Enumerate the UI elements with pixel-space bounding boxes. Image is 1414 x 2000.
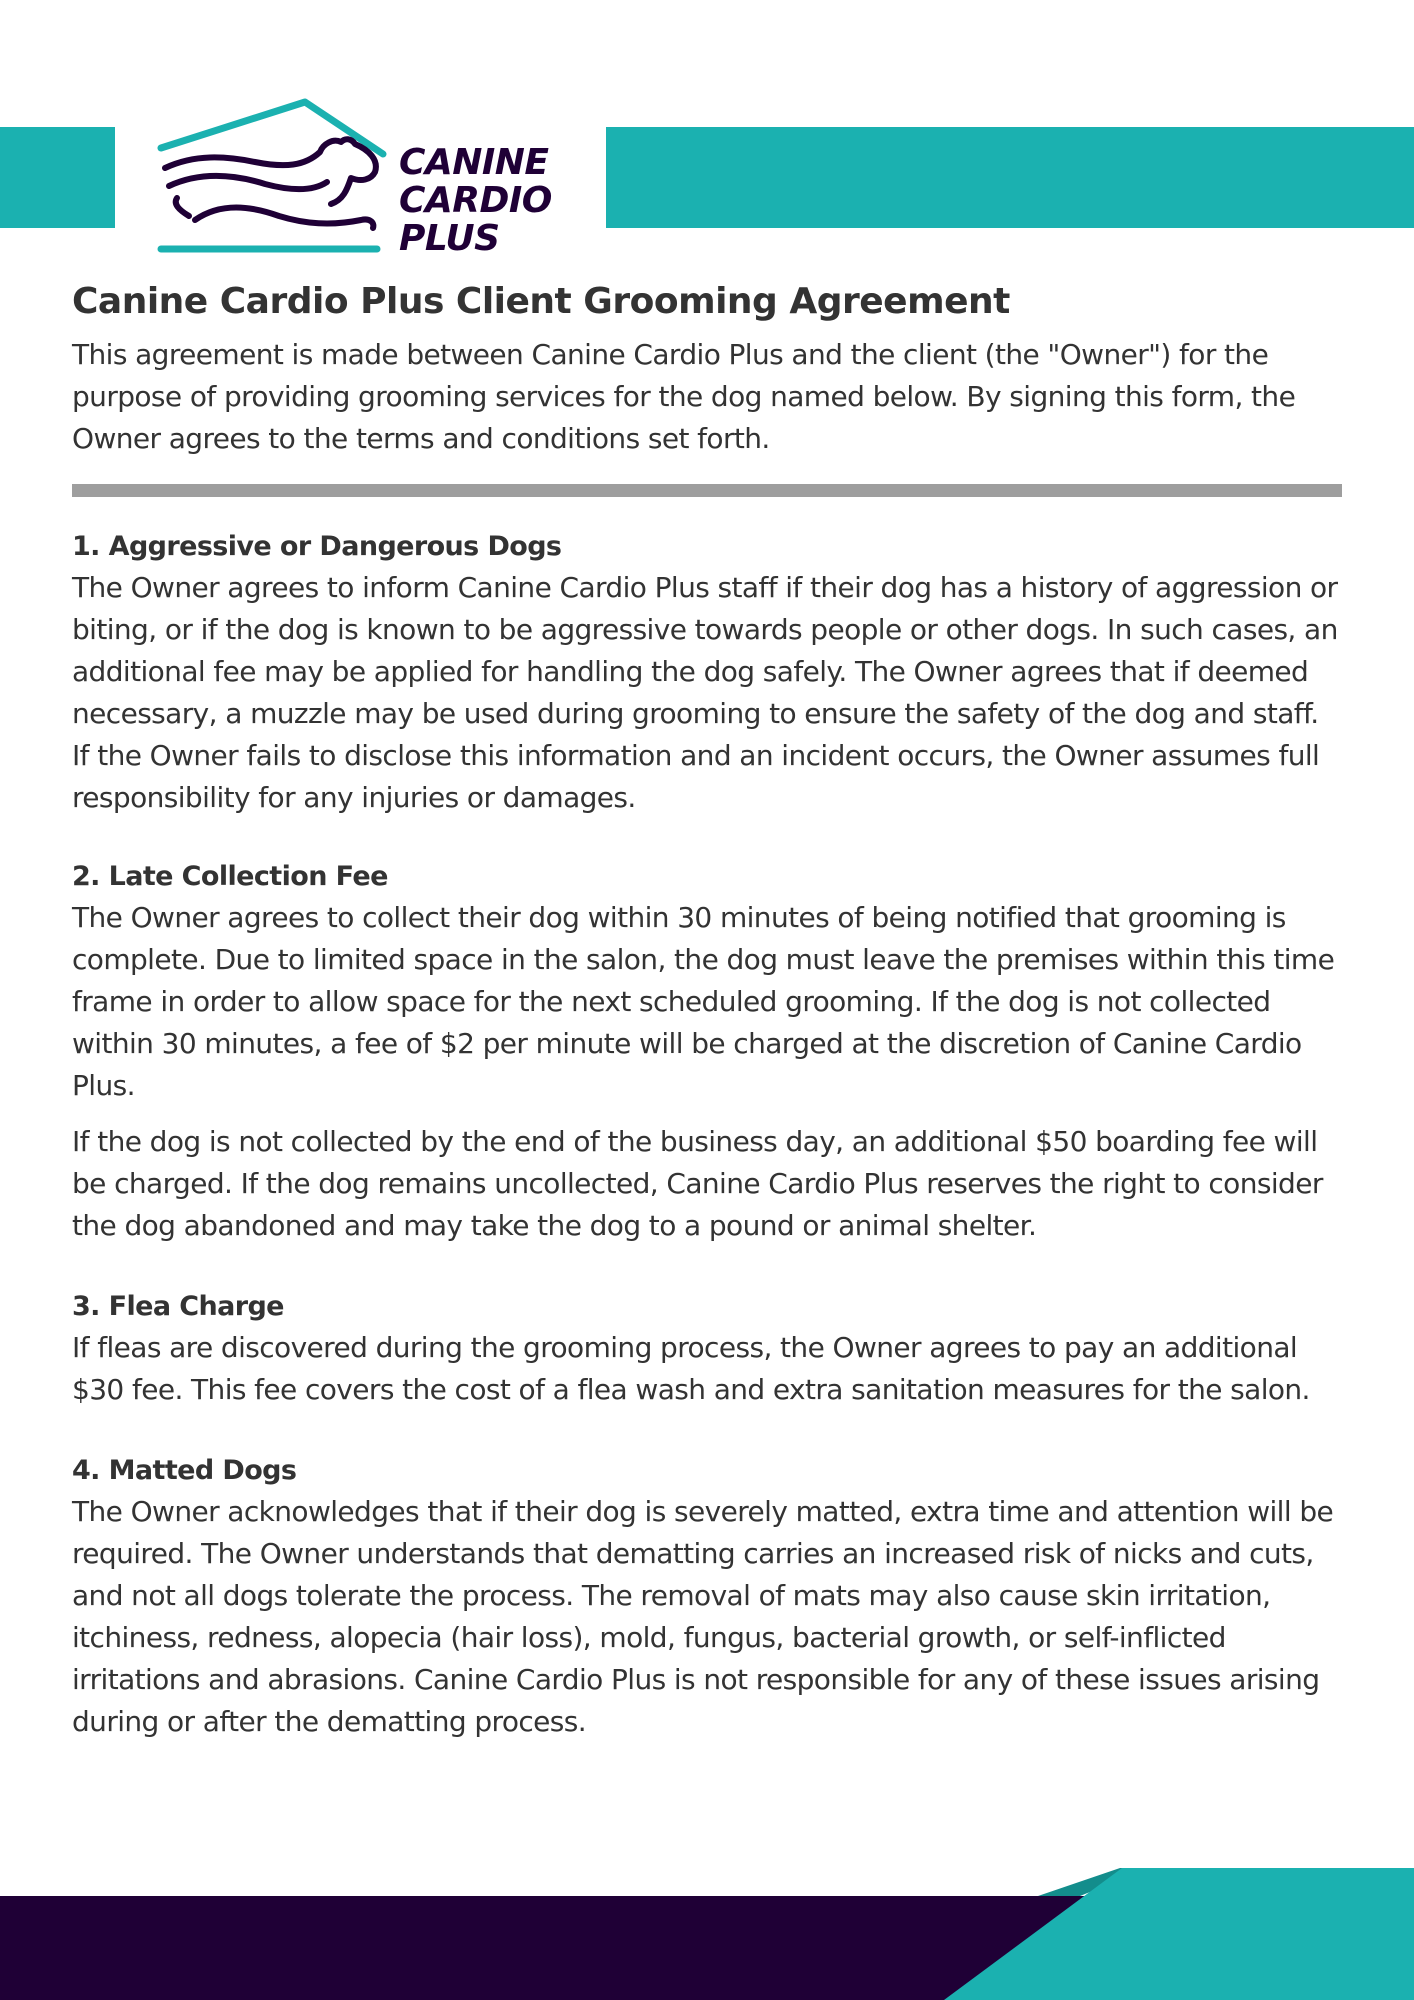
section-heading: 4. Matted Dogs <box>72 1455 297 1486</box>
footer-decoration <box>0 1868 1414 2000</box>
section-paragraph: The Owner agrees to inform Canine Cardio Plus staff if their dog has a history of aggression or biting, or if the dog is known to be aggressive towards people or other dogs. In such cases, an additional fee may be applied for handling the dog safely. The Owner agrees that if deemed necessary, a muzzle may be used during grooming to ensure the safety of the dog and staff. If the Owner fails to disclose this information and an incident occurs, the Owner assumes full responsibility for any injuries or damages. <box>72 571 1338 814</box>
section-divider <box>72 484 1342 497</box>
logo-word-1: CANINE <box>399 142 549 183</box>
header-band-left <box>0 127 115 228</box>
logo-wordmark <box>399 144 552 258</box>
document-title: Canine Cardio Plus Client Grooming Agreement <box>72 281 1010 322</box>
section-paragraph: The Owner agrees to collect their dog within 30 minutes of being notified that grooming is complete. Due to limited space in the salon, the dog must leave the premises within this time frame in order to allow space for the next scheduled grooming. If the dog is not collected within 30 minutes, a fee of $2 per minute will be charged at the discretion of Canine Cardio Plus. <box>72 901 1335 1102</box>
section-heading: 1. Aggressive or Dangerous Dogs <box>72 531 562 562</box>
dog-house-icon <box>155 98 395 258</box>
company-logo <box>155 98 575 258</box>
section-heading: 2. Late Collection Fee <box>72 861 388 892</box>
agreement-body <box>72 276 1342 1743</box>
intro-paragraph: This agreement is made between Canine Cardio Plus and the client (the "Owner") for the purpose of providing grooming services for the dog named below. By signing this form, the Owner agrees to the terms and conditions set forth. <box>72 338 1296 455</box>
section-aggressive-dogs <box>72 529 1342 819</box>
section-flea-charge <box>72 1289 1342 1411</box>
section-matted-dogs <box>72 1453 1342 1743</box>
section-paragraph: The Owner acknowledges that if their dog is severely matted, extra time and attention will be required. The Owner understands that dematting carries an increased risk of nicks and cuts, and not all dogs tolerate the process. The removal of mats may also cause skin irritation, itchiness, redness, alopecia (hair loss), mold, fungus, bacterial growth, or self-inflicted irritations and abrasions. Canine Cardio Plus is not responsible for any of these issues arising during or after the dematting process. <box>72 1495 1334 1738</box>
section-paragraph: If the dog is not collected by the end of the business day, an additional $50 boarding fee will be charged. If the dog remains uncollected, Canine Cardio Plus reserves the right to consider the dog abandoned and may take the dog to a pound or animal shelter. <box>72 1125 1323 1242</box>
logo-word-2: CARDIO <box>399 180 552 221</box>
section-paragraph: If fleas are discovered during the grooming process, the Owner agrees to pay an additional $30 fee. This fee covers the cost of a flea wash and extra sanitation measures for the salon. <box>72 1331 1310 1406</box>
section-heading: 3. Flea Charge <box>72 1291 284 1322</box>
header-band-right <box>606 127 1414 228</box>
logo-word-3: PLUS <box>399 218 500 259</box>
section-late-collection-fee <box>72 859 1342 1247</box>
